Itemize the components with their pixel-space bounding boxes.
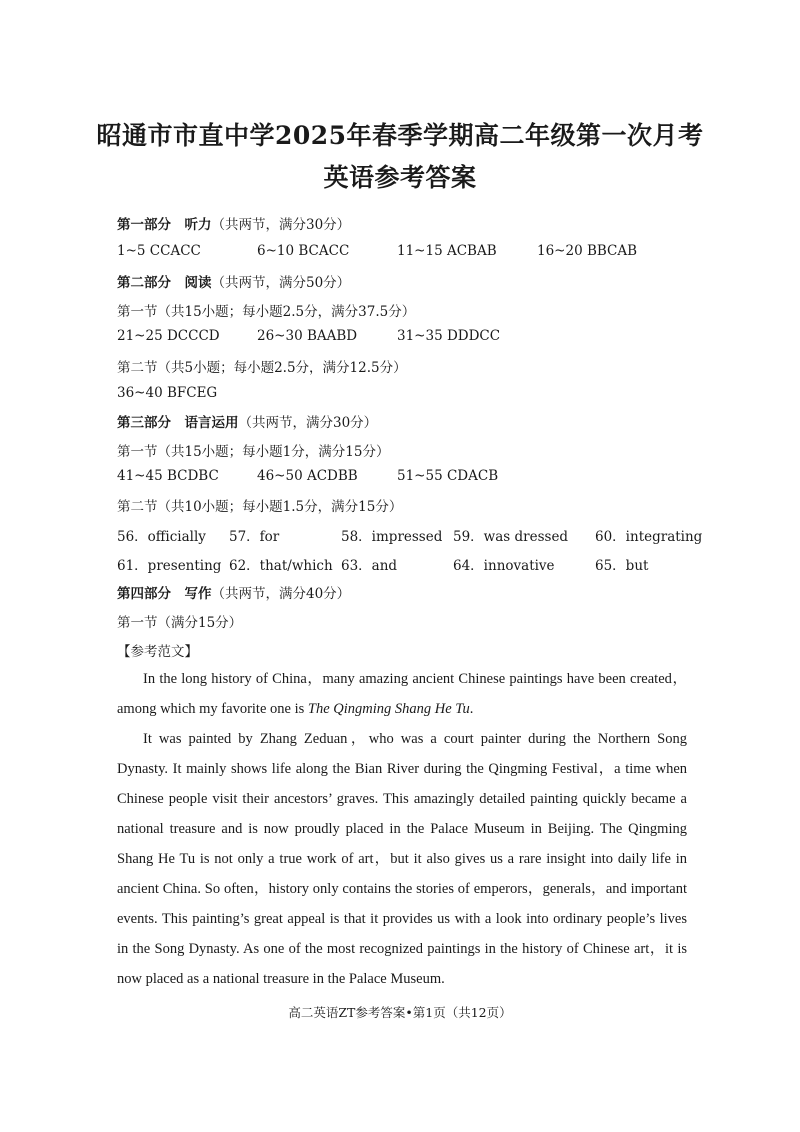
part2-heading: 第二部分 阅读 <box>117 275 212 291</box>
essay-text: In the long history of China，many amazing ancient Chinese paintings have been created，among which my favorite one is <box>117 671 687 717</box>
part2-note: （共两节，满分50分） <box>211 275 351 291</box>
fill-answer: 63．and <box>341 558 398 574</box>
part3-note: （共两节，满分30分） <box>238 415 378 431</box>
essay-text: It was painted by Zhang Zeduan，who was a court painter during the Northern Song Dynasty. It mainly shows life along the Bian River during the Qingming Festival，a time when Chinese people visit their ancestors’ graves. This amazingly detailed painting quickly became a national treasure and is now proudly placed in the Palace Museum in Beijing. The Qingming Shang He Tu is not only a true work of art，but it also gives us a rare insight into daily life in ancient China. So often，history only contains the stories of emperors，generals，and important events. This painting’s great appeal is that it provides us with a look into ordinary people’s lives in the Song Dynasty. As one of the most recognized paintings in the history of Chinese art，it is now placed as a national treasure in the Palace Museum. <box>117 731 687 987</box>
page-title: 昭通市市直中学2025年春季学期高二年级第一次月考 <box>96 121 704 150</box>
fill-answer: 59．was dressed <box>453 529 569 545</box>
fill-answer: 57．for <box>229 529 280 545</box>
fill-answer: 58．impressed <box>341 529 443 545</box>
part2-section2: 第二节（共5小题；每小题2.5分，满分12.5分） <box>117 360 407 376</box>
sample-essay-label: 【参考范文】 <box>117 644 198 660</box>
fill-answer: 65．but <box>595 558 649 574</box>
answer-group: 41~45 BCDBC <box>117 468 219 484</box>
part4-heading: 第四部分 写作 <box>117 586 212 602</box>
answer-group: 1~5 CCACC <box>117 243 201 259</box>
part3-heading: 第三部分 语言运用 <box>117 415 239 431</box>
part1-note: （共两节，满分30分） <box>211 217 351 233</box>
page-footer: 高二英语ZT参考答案•第1页（共12页） <box>288 1005 512 1020</box>
part3-section1: 第一节（共15小题；每小题1分，满分15分） <box>117 444 390 460</box>
part2-section2-answers: 36~40 BFCEG <box>117 385 218 401</box>
answer-group: 51~55 CDACB <box>397 468 499 484</box>
fill-answer: 56．officially <box>117 529 206 545</box>
answer-group: 21~25 DCCCD <box>117 328 220 344</box>
part2-section1: 第一节（共15小题；每小题2.5分，满分37.5分） <box>117 304 416 320</box>
answer-group: 46~50 ACDBB <box>257 468 358 484</box>
fill-answer: 60．integrating <box>595 529 703 545</box>
painting-title: The Qingming Shang He Tu <box>307 701 470 717</box>
part4-section1: 第一节（满分15分） <box>117 615 243 631</box>
part2-header <box>117 271 350 291</box>
fill-answer: 61．presenting <box>117 558 222 574</box>
answer-group: 6~10 BCACC <box>257 243 350 259</box>
part4-header <box>117 582 350 602</box>
part3-header <box>117 411 377 431</box>
essay-text: . <box>469 701 474 717</box>
part4-note: （共两节，满分40分） <box>211 586 351 602</box>
part1-heading: 第一部分 听力 <box>117 217 212 233</box>
fill-answer: 64．innovative <box>453 558 555 574</box>
essay-paragraph-2 <box>117 724 687 994</box>
answer-group: 26~30 BAABD <box>257 328 358 344</box>
page-subtitle: 英语参考答案 <box>323 163 477 192</box>
part1-header <box>117 213 350 233</box>
fill-answer: 62．that/which <box>229 558 333 574</box>
answer-group: 31~35 DDDCC <box>397 328 501 344</box>
part3-section2: 第二节（共10小题；每小题1.5分，满分15分） <box>117 499 403 515</box>
answer-group: 16~20 BBCAB <box>537 243 638 259</box>
answer-group: 11~15 ACBAB <box>397 243 497 259</box>
essay-paragraph-1 <box>117 664 687 724</box>
